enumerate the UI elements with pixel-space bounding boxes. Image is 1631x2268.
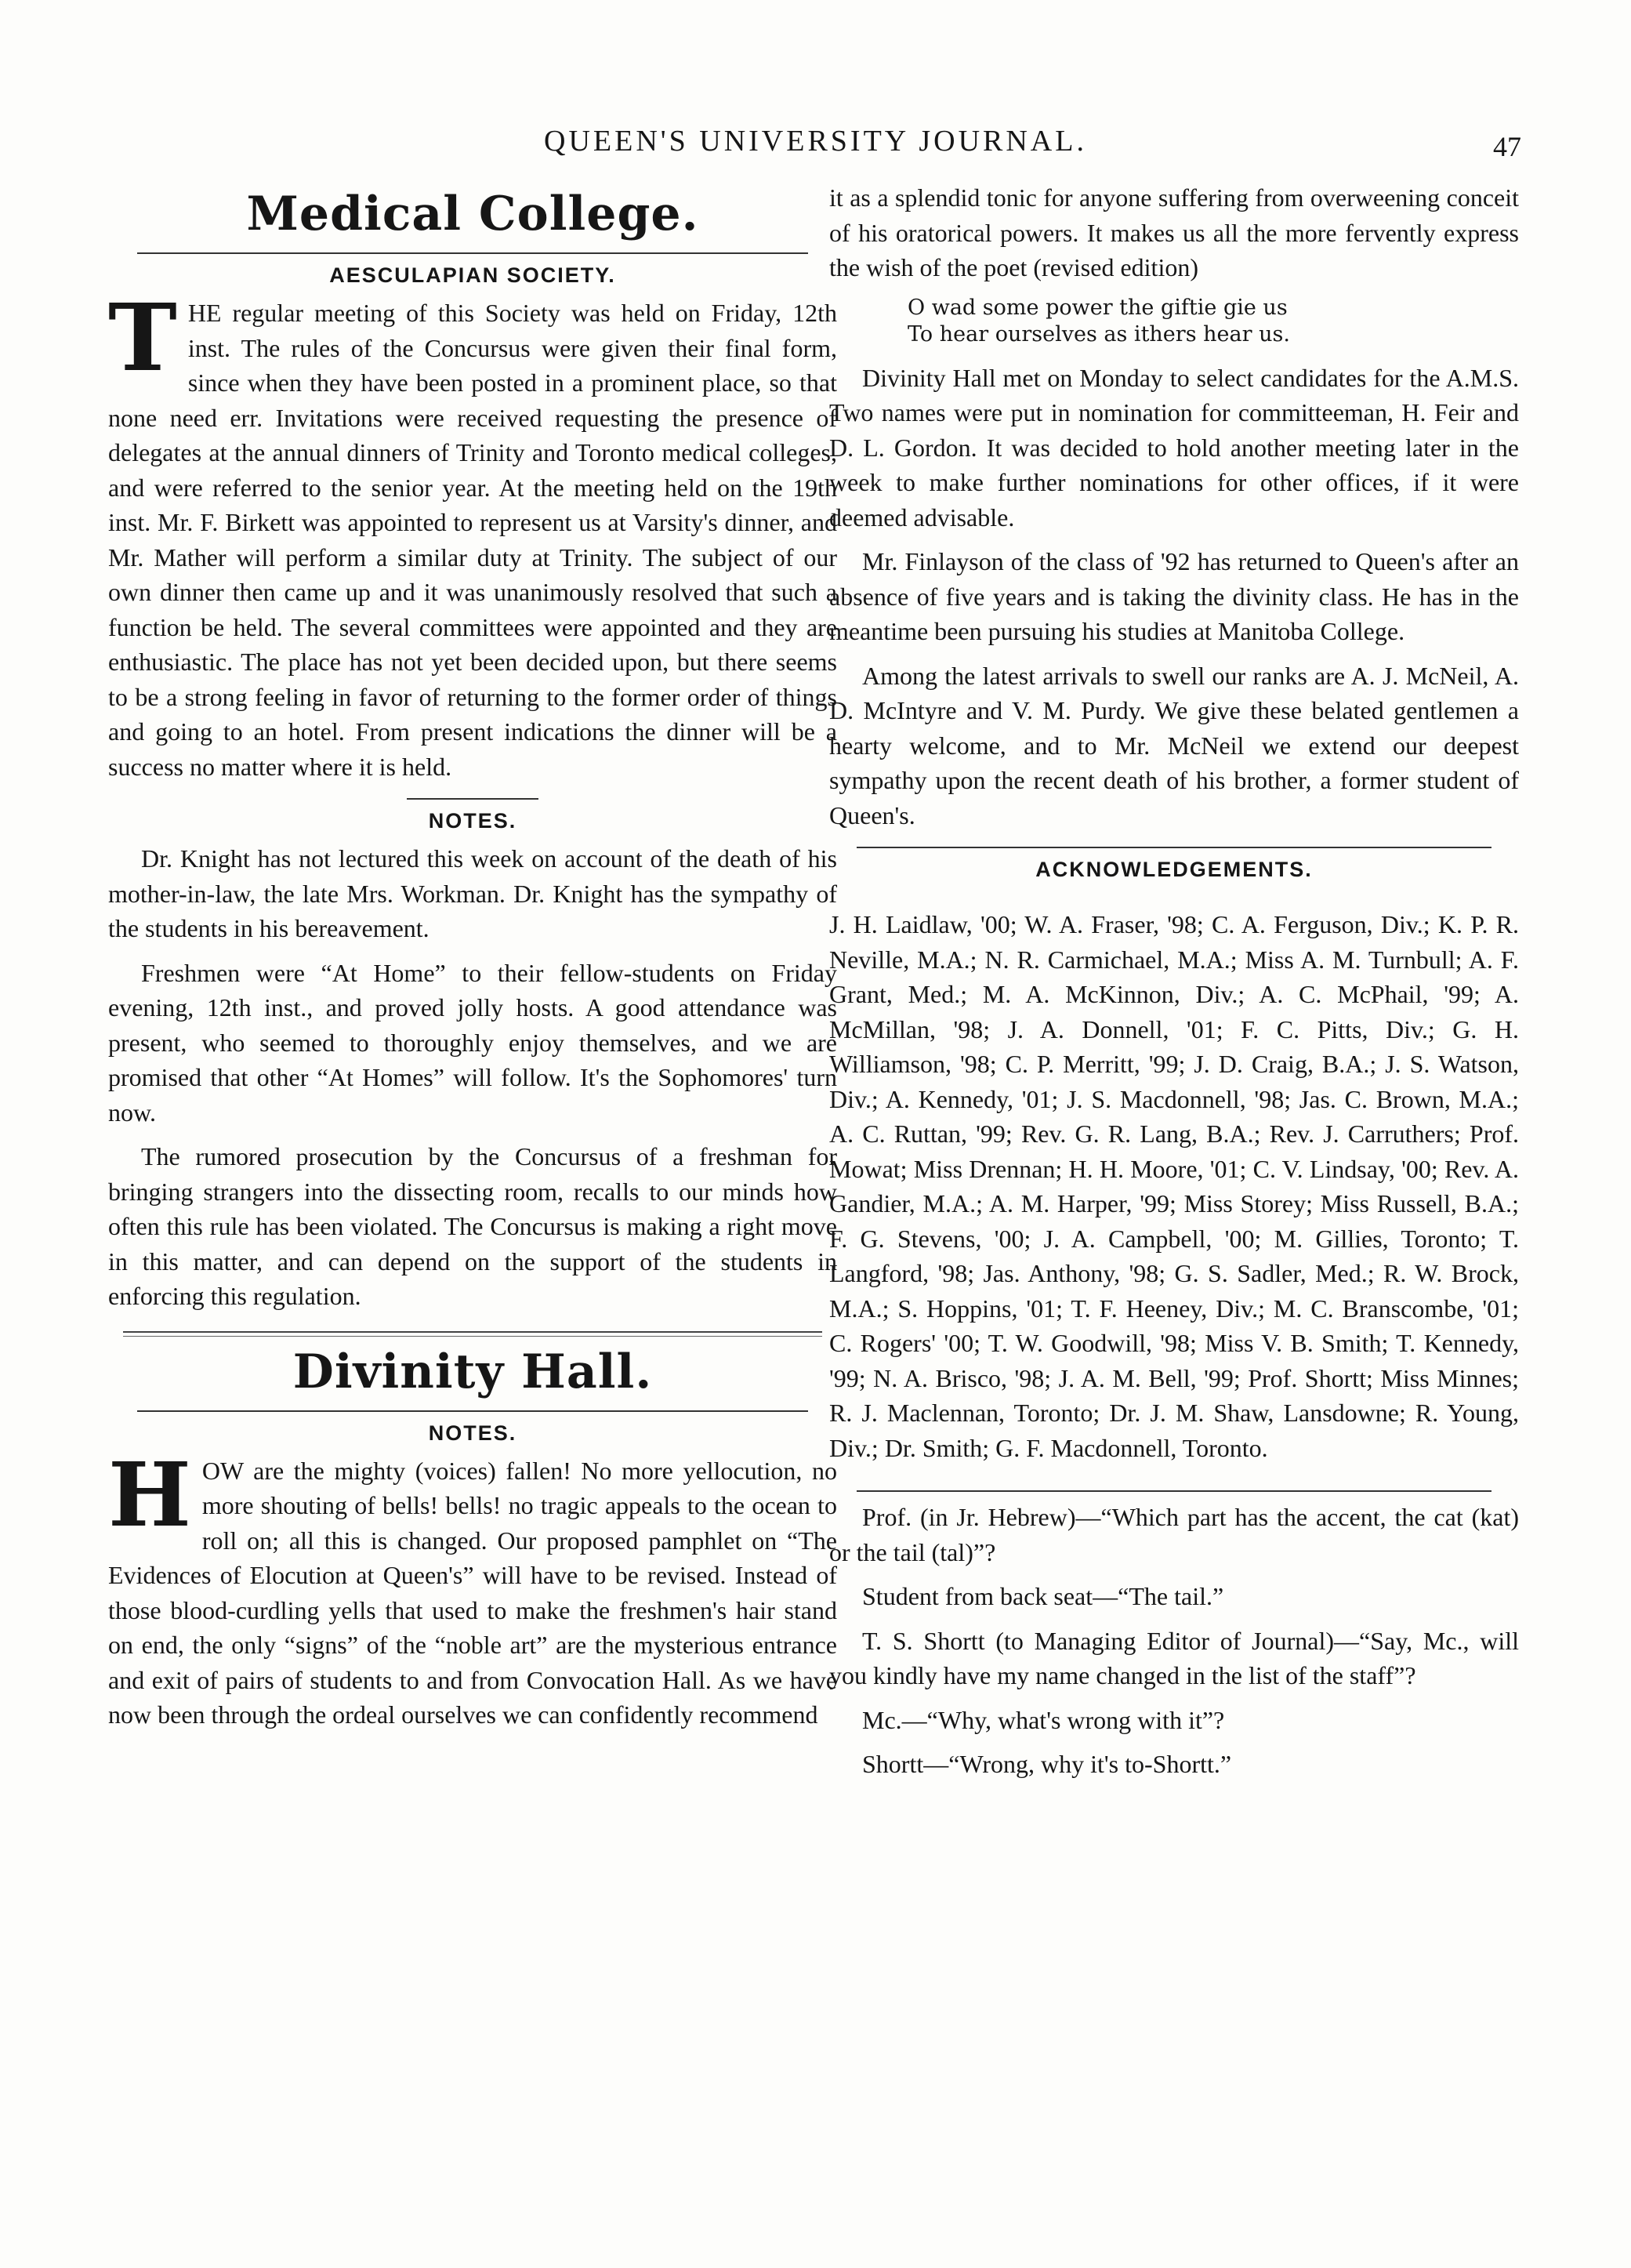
section-double-rule xyxy=(123,1331,823,1337)
joke-line-5: Shortt—“Wrong, why it's to-Shortt.” xyxy=(862,1750,1232,1778)
medical-college-title: Medical College. xyxy=(246,187,699,241)
aesculapian-text: HE regular meeting of this Society was held on Friday, 12th inst. The rules of the Concursus were given their final form, since when they have been posted in a prominent place, so that none need err. Invitations were received requesting the presence of delegates at the annual dinners of Trinity and Toronto medical colleges, and were referred to the senior year. At the meeting held on the 19th inst. Mr. F. Birkett was appointed to represent us at Varsity's dinner, and Mr. Mather will perform a similar duty at Trinity. The subject of our own dinner then came up and it was unanimously resolved that such a function be held. The several committees were appointed and they are enthusiastic. The place has not yet been decided upon, but there seems to be a strong feeling in favor of returning to the former order of things and going to an hotel. From present indications the dinner will be a success no matter where it is held. xyxy=(108,299,837,781)
divinity-para-ams: Divinity Hall met on Monday to select candidates for the A.M.S. Two names were put in nomination for committeeman, H. Feir and D. L. Gordon. It was decided to hold another meeting later in the week to make further nominations for other offices, if it were deemed advisable. xyxy=(829,363,1519,532)
right-column xyxy=(829,180,1519,1791)
medical-note-1: Dr. Knight has not lectured this week on account of the death of his mother-in-law, the late Mrs. Workman. Dr. Knight has the sympathy of the students in his bereavement. xyxy=(108,844,837,942)
medical-note-2: Freshmen were “At Home” to their fellow-students on Friday evening, 12th inst., and proved jolly hosts. A good attendance was present, who seemed to thoroughly enjoy themselves, and we are promised that other “At Homes” will follow. It's the Sophomores' turn now. xyxy=(108,958,837,1127)
divinity-notes-heading: NOTES. xyxy=(428,1421,517,1445)
section-rule xyxy=(137,252,808,254)
divinity-para-finlayson: Mr. Finlayson of the class of '92 has returned to Queen's after an absence of five years and is taking the divinity class. He has in the meantime been pursuing his studies at Manitoba College. xyxy=(829,547,1519,645)
divinity-continuation: it as a splendid tonic for anyone suffering from overweening conceit of his oratorical powers. It makes us all the more fervently express the wish of the poet (revised edition) xyxy=(829,183,1519,281)
running-head xyxy=(0,124,1631,171)
notes-rule xyxy=(407,798,538,800)
verse-line-1: O wad some power the giftie gie us xyxy=(908,295,1288,320)
divinity-para-arrivals: Among the latest arrivals to swell our ranks are A. J. McNeil, A. D. McIntyre and V. M. Purdy. We give these belated gentlemen a hearty welcome, and to Mr. McNeil we extend our deepest sympathy upon the recent death of his brother, a former student of Queen's. xyxy=(829,661,1519,829)
aesculapian-heading: AESCULAPIAN SOCIETY. xyxy=(329,263,616,287)
medical-note-3: The rumored prosecution by the Concursus of a freshman for bringing strangers into the dissecting room, recalls to our minds how often this rule has been violated. The Concursus is making a right move in this matter, and can depend on the support of the students in enforcing this regulation. xyxy=(108,1142,837,1310)
dropcap-h: H xyxy=(108,1443,191,1547)
joke-line-3: T. S. Shortt (to Managing Editor of Journal)—“Say, Mc., will you kindly have my name changed in the list of the staff”? xyxy=(829,1626,1519,1689)
divinity-hall-title: Divinity Hall. xyxy=(292,1344,653,1399)
divinity-paragraph xyxy=(108,1443,837,1733)
left-column xyxy=(108,180,837,1742)
acknowledgements-heading: ACKNOWLEDGEMENTS. xyxy=(1035,858,1313,881)
section-rule xyxy=(857,847,1491,848)
medical-notes-heading: NOTES. xyxy=(428,809,517,833)
running-title: QUEEN'S UNIVERSITY JOURNAL. xyxy=(544,125,1087,158)
acknowledgements-list: J. H. Laidlaw, '00; W. A. Fraser, '98; C. A. Ferguson, Div.; K. P. R. Neville, M.A.; N. R. Carmichael, M.A.; Miss A. M. Turnbull; A. F. Grant, Med.; M. A. McKinnon, Div.; A. C. McPhail, '99; A. McMillan, '98; J. A. Donnell, '01; F. C. Pitts, Div.; G. H. Williamson, '98; C. P. Merritt, '99; J. D. Craig, B.A.; J. S. Watson, Div.; A. Kennedy, '01; J. S. Macdonnell, '98; Jas. C. Brown, M.A.; A. C. Ruttan, '99; Rev. G. R. Lang, B.A.; Rev. J. Carruthers; Prof. Mowat; Miss Drennan; H. H. Moore, '01; C. V. Lindsay, '00; Rev. A. Gandier, M.A.; A. M. Harper, '99; Miss Storey; Miss Russell, B.A.; F. G. Stevens, '00; J. A. Campbell, '00; M. Gillies, Toronto; T. Langford, '98; Jas. Anthony, '98; G. S. Sadler, Med.; R. W. Brock, M.A.; S. Hoppins, '01; T. F. Heeney, Div.; M. C. Branscombe, '01; C. Rogers' '00; T. W. Goodwill, '98; Miss V. B. Smith; T. Kennedy, '99; N. A. Brisco, '98; J. A. M. Bell, '99; Prof. Shortt; Miss Minnes; R. J. Maclennan, Toronto; Dr. J. M. Shaw, Lansdowne; R. Young, Div.; Dr. Smith; G. F. Macdonnell, Toronto. xyxy=(829,910,1519,1462)
aesculapian-paragraph xyxy=(108,283,837,784)
divinity-text: OW are the mighty (voices) fallen! No more yellocution, no more shouting of bells! bells! no tragic appeals to the ocean to roll on; all this is changed. Our proposed pamphlet on “The Evidences of Elocution at Queen's” will have to be revised. Instead of those blood-curdling yells that used to make the freshmen's hair stand on end, the only “signs” of the “noble art” are the mysterious entrance and exit of pairs of students to and from Convocation Hall. As we have now been through the ordeal ourselves we can confidently recommend xyxy=(108,1456,837,1729)
verse-line-2: To hear ourselves as ithers hear us. xyxy=(908,321,1290,347)
verse-quote xyxy=(908,295,1519,348)
section-rule xyxy=(857,1490,1491,1492)
page-number: 47 xyxy=(1493,131,1521,162)
joke-line-4: Mc.—“Why, what's wrong with it”? xyxy=(862,1705,1225,1734)
joke-line-1: Prof. (in Jr. Hebrew)—“Which part has the accent, the cat (kat) or the tail (tal)”? xyxy=(829,1503,1519,1566)
dropcap-t: T xyxy=(108,283,177,392)
joke-line-2: Student from back seat—“The tail.” xyxy=(862,1582,1224,1610)
section-rule xyxy=(137,1410,808,1412)
